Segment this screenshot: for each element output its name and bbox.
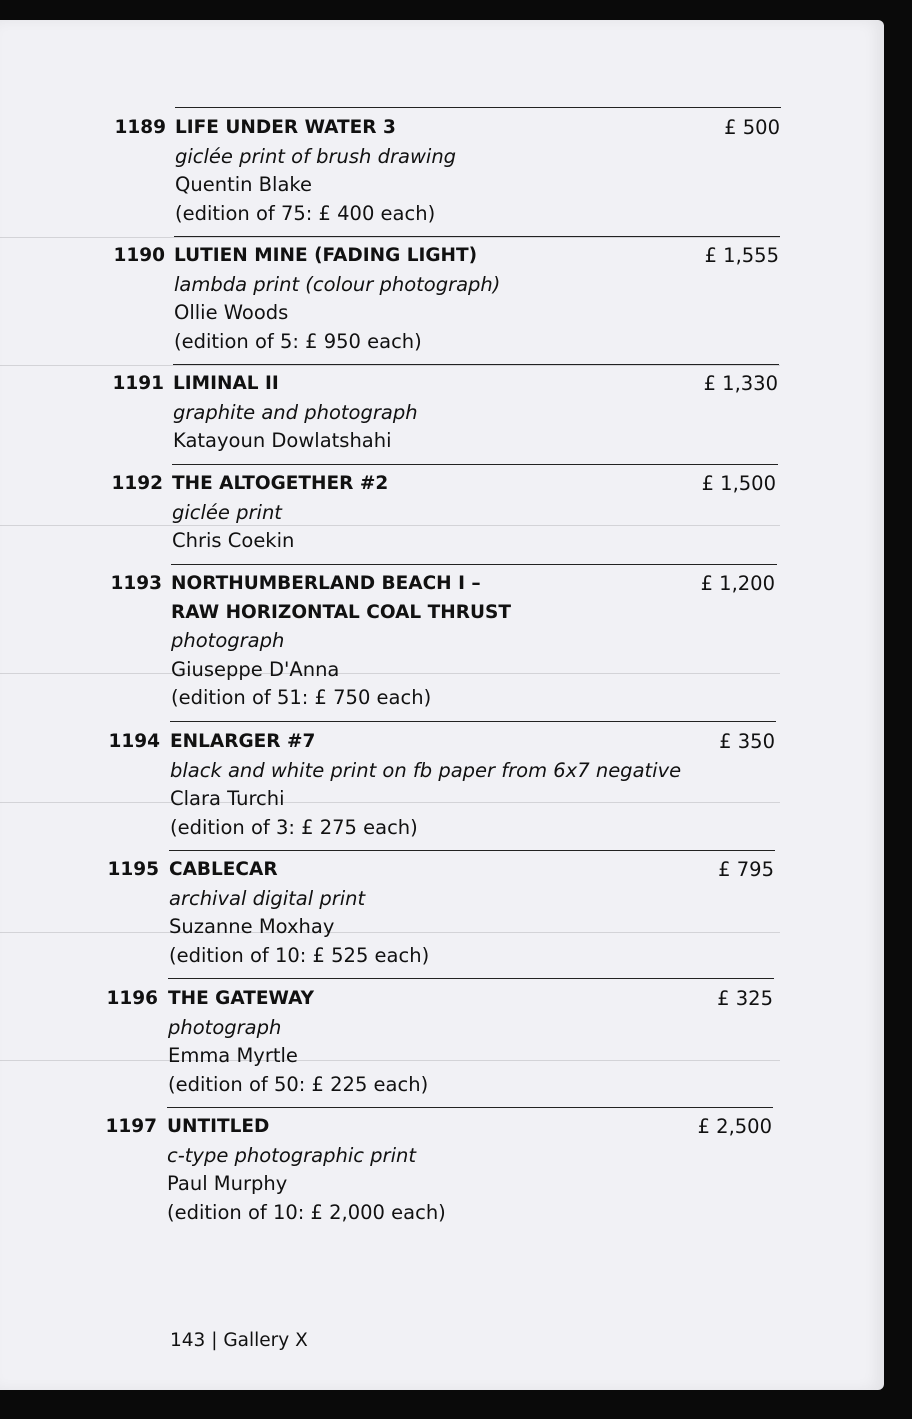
lot-price: £ 325 bbox=[717, 987, 773, 1010]
lot-artist: Suzanne Moxhay bbox=[169, 915, 335, 939]
lot-number: 1190 bbox=[113, 245, 165, 266]
lot-title: CABLECAR bbox=[169, 859, 278, 880]
page-footer bbox=[170, 1330, 308, 1351]
lot-title: ENLARGER #7 bbox=[170, 731, 316, 752]
lot-artist: Katayoun Dowlatshahi bbox=[173, 429, 392, 453]
lot-medium: giclée print bbox=[172, 500, 282, 524]
entry-divider bbox=[172, 464, 778, 465]
entry-divider bbox=[169, 850, 775, 851]
lot-medium: photograph bbox=[168, 1015, 282, 1039]
lot-price: £ 500 bbox=[724, 116, 780, 139]
lot-artist: Chris Coekin bbox=[172, 529, 295, 553]
lot-artist: Paul Murphy bbox=[167, 1172, 288, 1196]
entry-divider bbox=[170, 721, 776, 722]
show-through-rule bbox=[0, 365, 780, 366]
lot-edition: (edition of 5: £ 950 each) bbox=[174, 329, 422, 353]
lot-title-continued: RAW HORIZONTAL COAL THRUST bbox=[171, 601, 511, 623]
entry-divider bbox=[168, 978, 774, 979]
lot-artist: Quentin Blake bbox=[175, 173, 313, 197]
lot-medium: giclée print of brush drawing bbox=[175, 144, 457, 168]
lot-medium: photograph bbox=[171, 629, 285, 653]
entry-divider bbox=[173, 364, 779, 365]
lot-title: LIFE UNDER WATER 3 bbox=[175, 117, 396, 138]
show-through-rule bbox=[0, 525, 780, 526]
catalogue-page bbox=[0, 20, 884, 1390]
lot-number: 1193 bbox=[110, 573, 162, 594]
lot-artist: Ollie Woods bbox=[174, 301, 289, 325]
lot-edition: (edition of 10: £ 525 each) bbox=[169, 943, 430, 967]
lot-price: £ 795 bbox=[718, 858, 774, 881]
lot-edition: (edition of 50: £ 225 each) bbox=[168, 1072, 429, 1096]
lot-edition: (edition of 51: £ 750 each) bbox=[171, 686, 432, 710]
lot-title: THE ALTOGETHER #2 bbox=[172, 473, 389, 494]
lot-medium: black and white print on fb paper from 6x7 negative bbox=[170, 758, 682, 782]
entry-divider bbox=[171, 564, 777, 565]
lot-number: 1192 bbox=[111, 473, 163, 494]
lot-edition: (edition of 3: £ 275 each) bbox=[170, 815, 418, 839]
lot-price: £ 1,555 bbox=[704, 244, 779, 267]
entry-divider bbox=[174, 236, 780, 237]
lot-artist: Clara Turchi bbox=[170, 787, 285, 811]
lot-number: 1189 bbox=[114, 117, 166, 138]
lot-price: £ 1,330 bbox=[703, 372, 778, 395]
lot-artist: Giuseppe D'Anna bbox=[171, 657, 340, 681]
lot-medium: archival digital print bbox=[169, 886, 366, 910]
footer-separator: | bbox=[211, 1330, 218, 1351]
lot-number: 1191 bbox=[112, 373, 164, 394]
lot-title: THE GATEWAY bbox=[168, 988, 315, 1009]
page-number: 143 bbox=[170, 1330, 206, 1351]
lot-edition: (edition of 10: £ 2,000 each) bbox=[167, 1200, 446, 1224]
lot-number: 1195 bbox=[107, 859, 159, 880]
lot-edition: (edition of 75: £ 400 each) bbox=[175, 201, 436, 225]
lot-price: £ 2,500 bbox=[697, 1115, 772, 1138]
lot-price: £ 350 bbox=[719, 730, 775, 753]
lot-title: NORTHUMBERLAND BEACH I – bbox=[171, 573, 481, 594]
lot-price: £ 1,500 bbox=[701, 472, 776, 495]
lot-number: 1196 bbox=[106, 988, 158, 1009]
lot-title: LUTIEN MINE (FADING LIGHT) bbox=[174, 245, 478, 266]
lot-medium: lambda print (colour photograph) bbox=[174, 272, 501, 296]
lot-artist: Emma Myrtle bbox=[168, 1044, 298, 1068]
lot-title: UNTITLED bbox=[167, 1116, 270, 1137]
lot-price: £ 1,200 bbox=[700, 572, 775, 595]
show-through-rule bbox=[0, 237, 780, 238]
lot-number: 1197 bbox=[105, 1116, 157, 1137]
section-name: Gallery X bbox=[223, 1330, 308, 1351]
entry-divider bbox=[175, 107, 781, 108]
lot-medium: c-type photographic print bbox=[167, 1143, 416, 1167]
lot-medium: graphite and photograph bbox=[173, 400, 418, 424]
lot-title: LIMINAL II bbox=[173, 373, 279, 394]
entry-divider bbox=[167, 1107, 773, 1108]
lot-number: 1194 bbox=[108, 731, 160, 752]
